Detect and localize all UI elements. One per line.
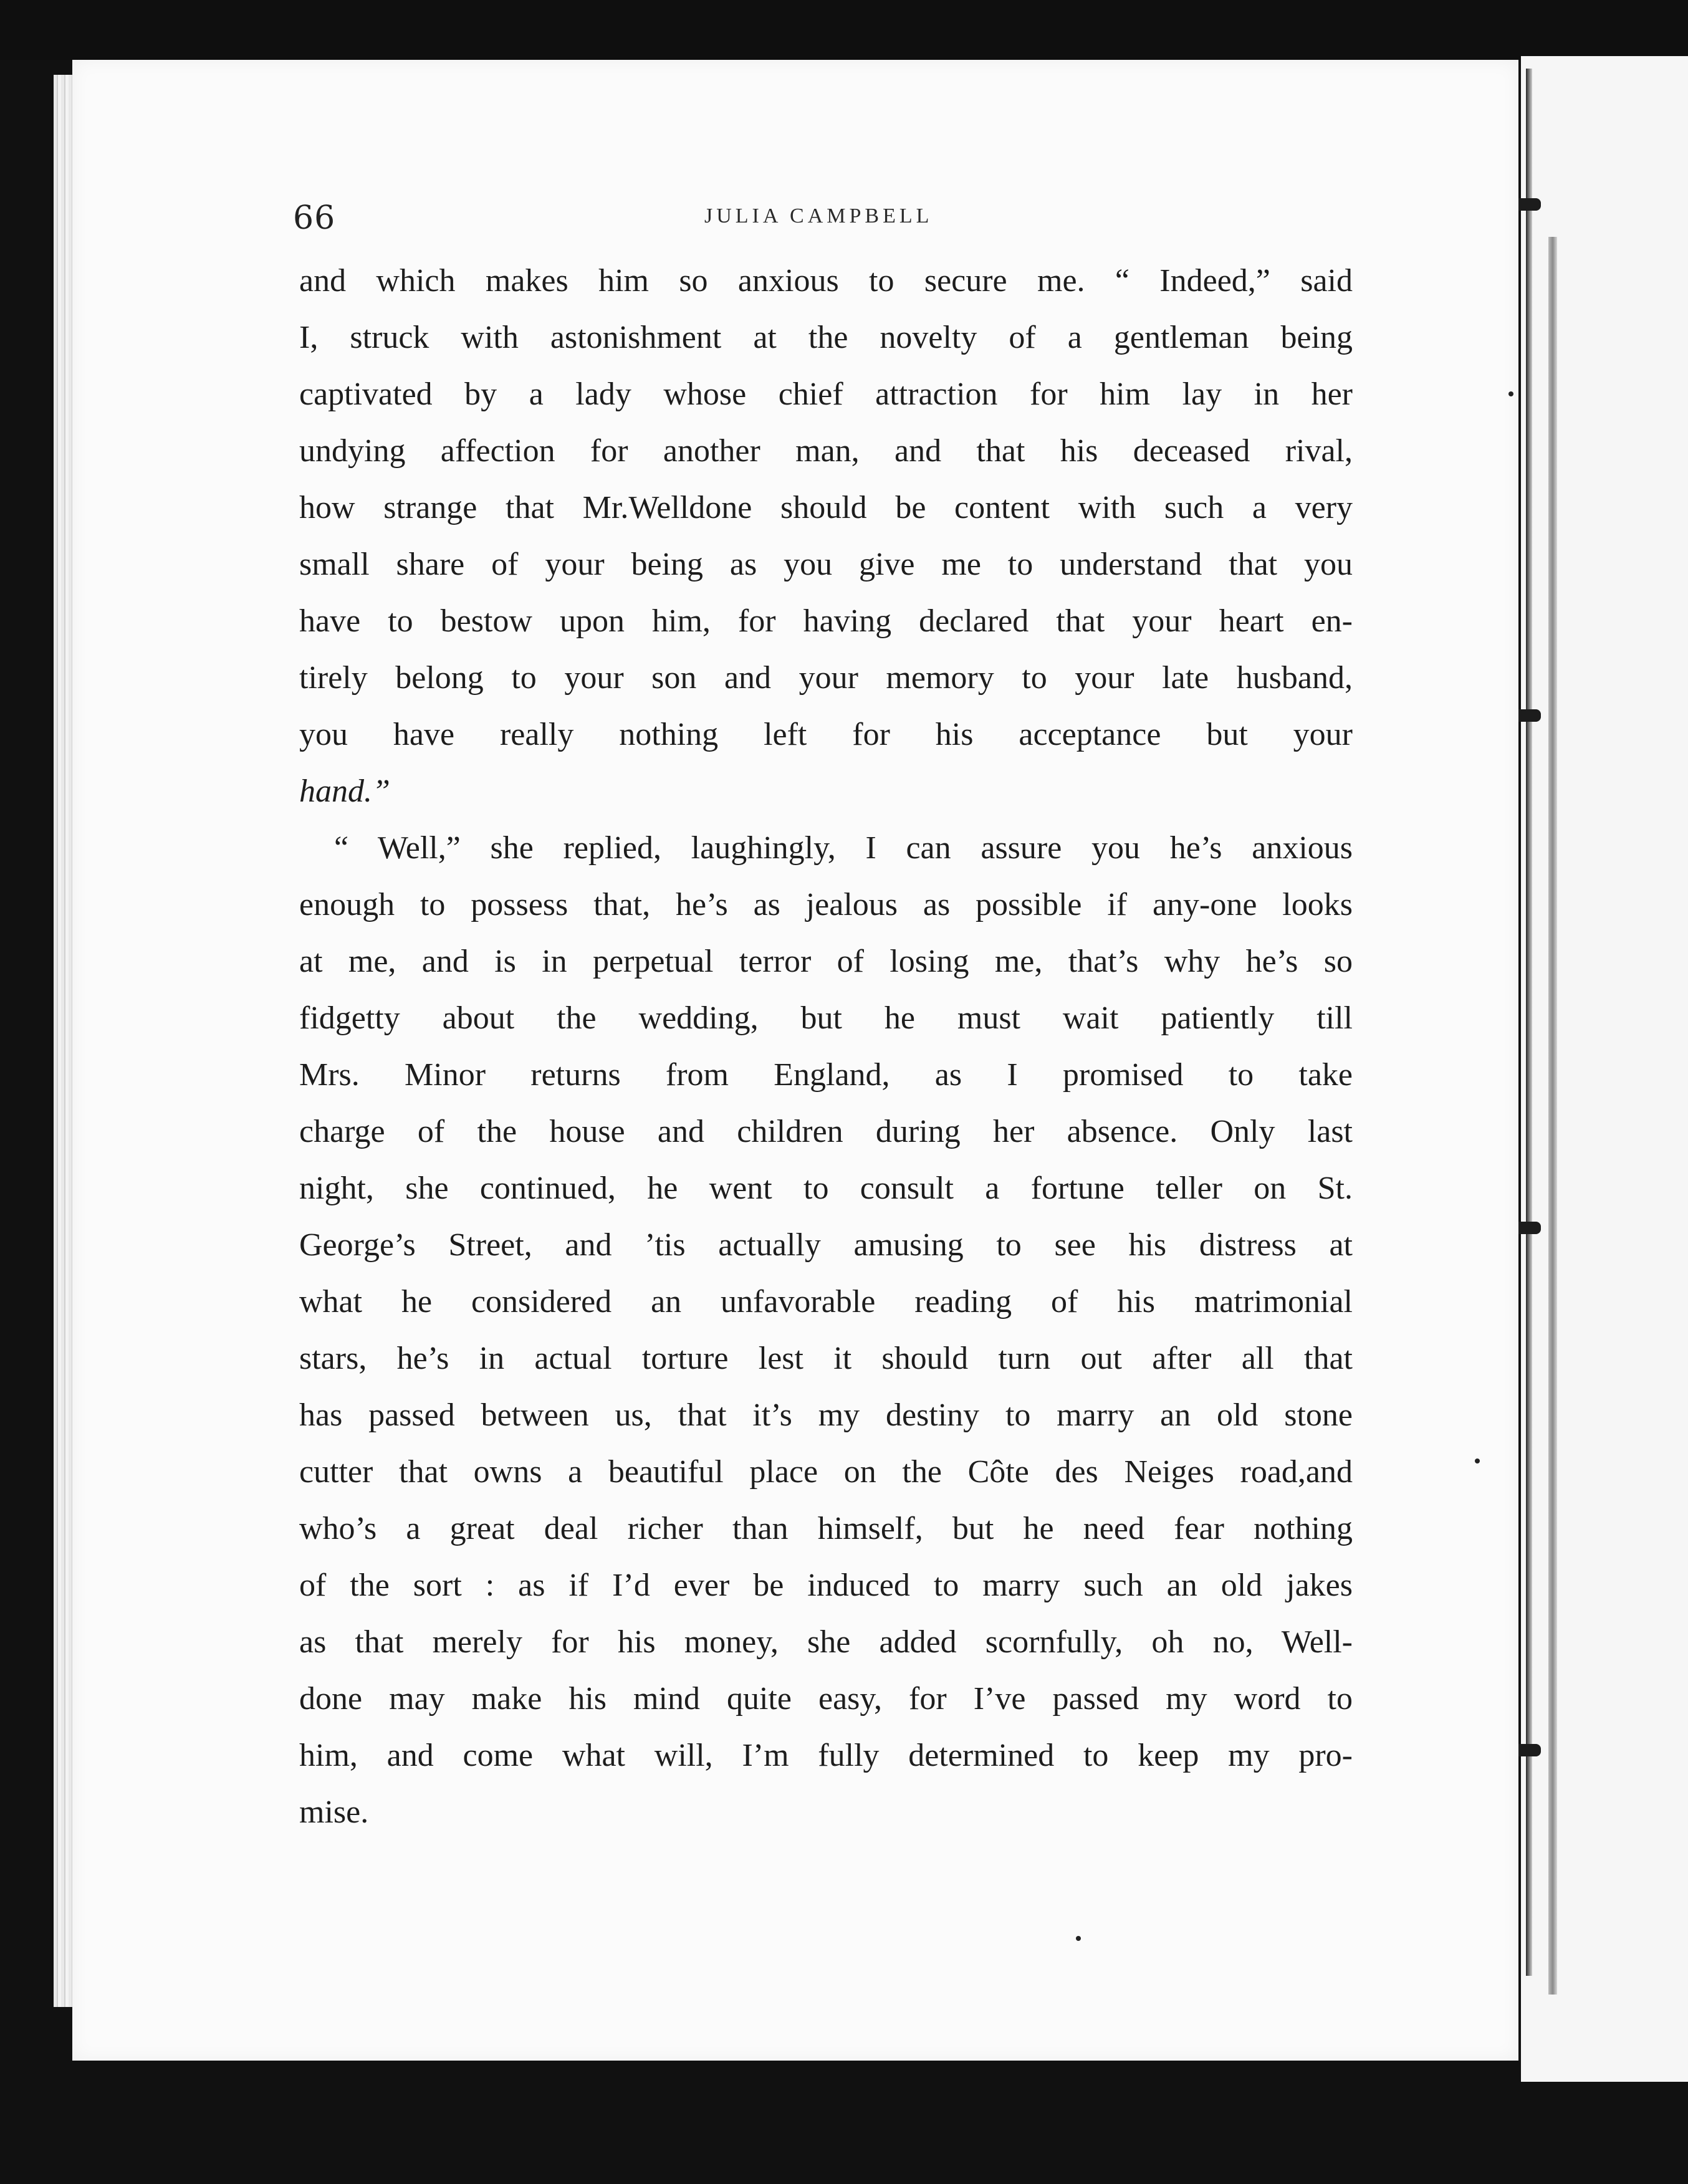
facing-page-strip — [1521, 56, 1688, 2082]
text-line: stars, he’s in actual torture lest it should turn out after all that — [299, 1341, 1353, 1376]
text-line: have to bestow upon him, for having declared that your heart en- — [299, 603, 1353, 639]
binding-thread — [1548, 237, 1557, 1995]
text-line: small share of your being as you give me to understand that you — [299, 547, 1353, 582]
text-line: and which makes him so anxious to secure me. “ Indeed,” said — [299, 263, 1353, 299]
text-line: of the sort : as if I’d ever be induced to marry such an old jakes — [299, 1568, 1353, 1603]
text-line: you have really nothing left for his acceptance but your — [299, 717, 1353, 752]
binding-stitch — [1515, 1744, 1541, 1756]
binding-stitch — [1515, 709, 1541, 722]
text-line: I, struck with astonishment at the novelty of a gentleman being — [299, 320, 1353, 355]
text-line: captivated by a lady whose chief attraction for him lay in her — [299, 376, 1353, 412]
running-head — [293, 199, 1353, 243]
text-line: Mrs. Minor returns from England, as I promised to take — [299, 1057, 1353, 1093]
scan-speck — [1475, 1458, 1480, 1463]
running-title: JULIA CAMPBELL — [704, 204, 933, 228]
text-line: done may make his mind quite easy, for I’ve passed my word to — [299, 1681, 1353, 1717]
text-line: tirely belong to your son and your memory to your late husband, — [299, 660, 1353, 696]
body-text — [299, 252, 1353, 1841]
text-line: “ Well,” she replied, laughingly, I can assure you he’s anxious — [334, 830, 1353, 866]
text-line: him, and come what will, I’m fully determined to keep my pro- — [299, 1738, 1353, 1773]
text-line: fidgetty about the wedding, but he must wait patiently till — [299, 1000, 1353, 1036]
binding-stitch — [1515, 198, 1541, 211]
text-line: how strange that Mr.Welldone should be content with such a very — [299, 490, 1353, 525]
text-line: who’s a great deal richer than himself, but he need fear nothing — [299, 1511, 1353, 1546]
book-binding — [1526, 69, 1532, 1976]
scan-background-top — [0, 0, 1688, 60]
scan-speck — [1076, 1936, 1081, 1941]
text-line: what he considered an unfavorable reading of his matrimonial — [299, 1284, 1353, 1320]
text-line: enough to possess that, he’s as jealous as possible if any-one looks — [299, 887, 1353, 922]
binding-stitch — [1515, 1222, 1541, 1234]
text-line: as that merely for his money, she added scornfully, oh no, Well- — [299, 1624, 1353, 1660]
text-line: mise. — [299, 1794, 369, 1830]
text-line: charge of the house and children during her absence. Only last — [299, 1114, 1353, 1149]
text-line: undying affection for another man, and that his deceased rival, — [299, 433, 1353, 469]
scan-speck — [1508, 391, 1513, 396]
text-line: has passed between us, that it’s my destiny to marry an old stone — [299, 1397, 1353, 1433]
text-line: hand.” — [299, 774, 390, 809]
text-line: cutter that owns a beautiful place on the Côte des Neiges road,and — [299, 1454, 1353, 1490]
text-line: at me, and is in perpetual terror of losing me, that’s why he’s so — [299, 944, 1353, 979]
page-number: 66 — [293, 199, 336, 237]
text-line: George’s Street, and ’tis actually amusing to see his distress at — [299, 1227, 1353, 1263]
text-line: night, she continued, he went to consult a fortune teller on St. — [299, 1171, 1353, 1206]
